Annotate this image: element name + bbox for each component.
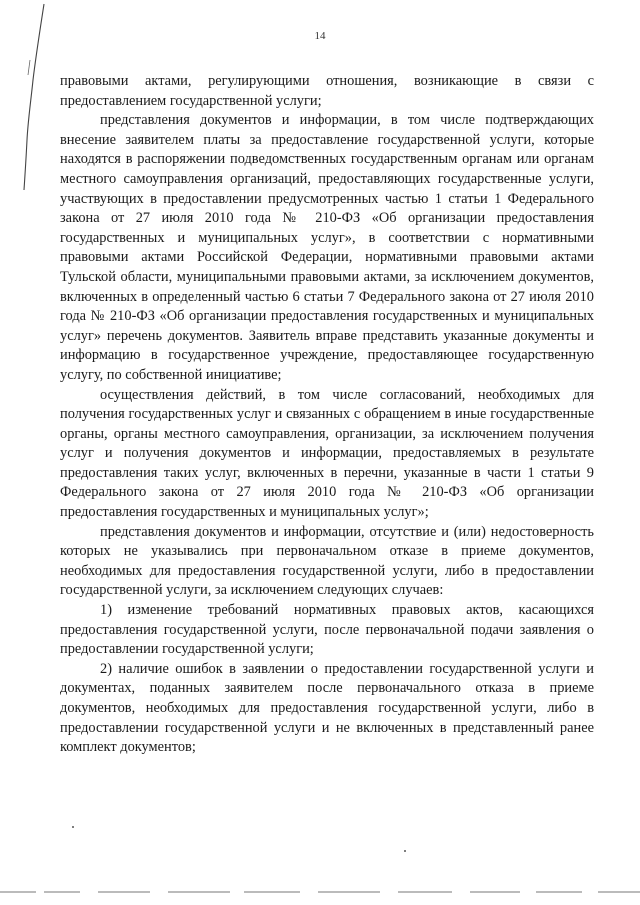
paragraph-initial-refusal: представления документов и информации, отсутствие и (или) недостоверность которых не указывались при первоначальном отказе в приеме документов, необходимых для предоставления государственной услуги, либо в предоставлении государственной услуги, за исключением следующих случаев: bbox=[60, 523, 594, 599]
scan-bottom-border bbox=[0, 888, 640, 896]
page-number: 14 bbox=[314, 30, 326, 42]
paragraph-continuation: правовыми актами, регулирующими отношения, возникающие в связи с предоставлением государственной услуги; bbox=[60, 73, 594, 109]
paragraph-case-2: 2) наличие ошибок в заявлении о предоставлении государственной услуги и документах, поданных заявителем после первоначального отказа в приеме документов, необходимых для предоставления государственной услуги, либо в предоставлении государственной услуги и не включенных в представленный ранее комплект документов; bbox=[60, 660, 594, 756]
document-body bbox=[60, 72, 594, 758]
scan-speck bbox=[72, 826, 74, 828]
paragraph-documents-information: представления документов и информации, в том числе подтверждающих внесение заявителем платы за предоставление государственной услуги, которые находятся в распоряжении подведомственных государственным органам или органам местного самоуправления организаций, предоставляющих государственные услуги, участвующих в предоставлении предусмотренных частью 1 статьи 1 Федерального закона от 27 июля 2010 года № 210-ФЗ «Об организации предоставления государственных и муниципальных услуг», в соответствии с нормативными правовыми актами Российской Федерации, нормативными правовыми актами Тульской области, муниципальными правовыми актами, за исключением документов, включенных в определенный частью 6 статьи 7 Федерального закона от 27 июля 2010 года № 210-ФЗ «Об организации предоставления государственных и муниципальных услуг» перечень документов. Заявитель вправе представить указанные документы и информацию в государственное учреждение, предоставляющее государственную услугу, по собственной инициативе; bbox=[60, 112, 594, 383]
paragraph-actions-approvals: осуществления действий, в том числе согласований, необходимых для получения государственных услуг и связанных с обращением в иные государственные органы, органы местного самоуправления, организации, за исключением получения услуг и получения документов и информации, предоставляемых в результате предоставления таких услуг, включенных в перечни, указанные в части 1 статьи 9 Федерального закона от 27 июля 2010 года № 210-ФЗ «Об организации предоставления государственных и муниципальных услуг»; bbox=[60, 386, 594, 521]
scan-speck bbox=[404, 850, 406, 852]
paragraph-case-1: 1) изменение требований нормативных правовых актов, касающихся предоставления государственной услуги, после первоначальной подачи заявления о предоставлении государственной услуги; bbox=[60, 602, 594, 658]
